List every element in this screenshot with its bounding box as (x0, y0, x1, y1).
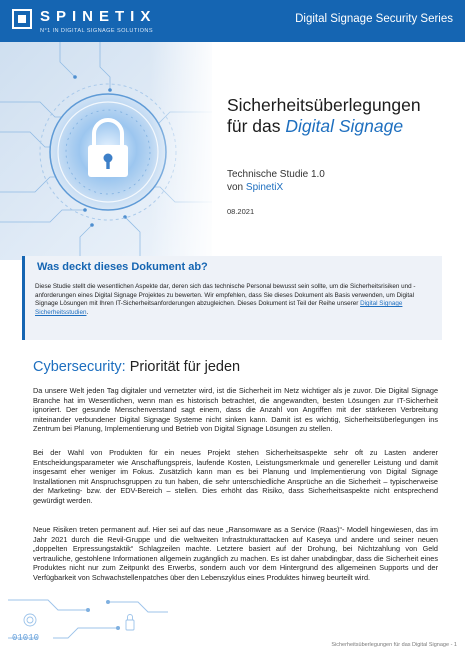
security-studies-link[interactable]: Digital Signage Sicherheitsstudien (35, 300, 403, 316)
header-bar (0, 0, 465, 42)
section-heading-accent: Cybersecurity: (33, 359, 126, 375)
binary-text: 01010 (12, 633, 40, 643)
body-paragraph: Bei der Wahl von Produkten für ein neues Projekt stehen Sicherheitsaspekte sehr oft zu Lasten anderer Entscheidungsparameter wie Anschaffungspreis, laufende Kosten, Leistungsmerkmale und genereller Leistung und damit insgesamt eher weniger im Fokus. Zusätzlich kann man es bei Planung und Implementierung von Digital Signage Installationen mit Anspruchsgruppen zu tun haben, die sehr unterschiedliche Ansprüche an die Sicherheit – typischerweise der Marketing- bzw. der EDV-Bereich – stellen. Dies erhöht das Risiko, dass Sicherheitsaspekte nicht entsprechend gewürdigt werden. (33, 448, 438, 505)
body-paragraph: Da unsere Welt jeden Tag digitaler und vernetzter wird, ist die Sicherheit im Netz wichtiger als je zuvor. Die Digital Signage Branche hat im Wesentlichen, wenn man es historisch betrachtet, die angewandten, besten Lösungen zur IT-Sicherheit ignoriert. Der gesunde Menschenverstand sagt einem, dass die Anzahl von Angriffen mit der stärkeren Verbreitung miteinander verbundener Digital Signage Systeme nicht sinken kann. Damit ist es wichtig, Sicherheitsüberlegungen ins Zentrum bei Planung, Implementierung und Betrieb von Digital Signage Lösungen zu stellen. (33, 386, 438, 433)
section-heading-rest: Priorität für jeden (125, 359, 241, 375)
hero-fade (150, 42, 220, 260)
author-name: SpinetiX (245, 182, 284, 193)
section-heading (33, 359, 240, 375)
document-subtitle (227, 168, 325, 194)
document-title (227, 95, 457, 137)
summary-box (22, 256, 442, 340)
logo-wordmark: SPINETIX (40, 8, 157, 25)
circuit-decoration-icon (8, 590, 168, 650)
page-footer: Sicherheitsüberlegungen für das Digital Signage - 1 (331, 642, 457, 648)
title-line-2-prefix: für das (227, 116, 286, 136)
summary-text (35, 283, 435, 317)
study-label: Technische Studie 1.0 (227, 169, 325, 180)
summary-body: Diese Studie stellt die wesentlichen Aspekte dar, deren sich das technische Personal bewusst sein sollte, um die Sicherheitsrisiken und -anforderungen eines Digital Signage Projektes zu bewerten. Wir empfehlen, dass Sie dieses Dokument als Basis verwenden, um Digital Signage Lösungen mit Ihren IT-Sicherheitsanforderungen abzugleichen. Dieses Dokument ist Teil der Reihe unserer (35, 283, 416, 308)
document-date: 08.2021 (227, 207, 255, 216)
author-prefix: von (227, 182, 246, 193)
summary-end: . (86, 308, 89, 316)
title-accent: Digital Signage (285, 116, 404, 136)
author-line (227, 181, 325, 194)
title-line-2 (227, 116, 457, 137)
body-paragraph: Neue Risiken treten permanent auf. Hier sei auf das neue „Ransomware as a Service (Raas)“- Modell hingewiesen, das im Jahr 2021 durch die Revil-Gruppe und die weltweiten Infrastrukturattacken auf Kaseya und andere und seiner neuen „doppelten Erpressungstaktik“ Schlagzeilen machte. Letztere basiert auf der Drohung, bei Nichtzahlung von Geld vertrauliche, gestohlene Informationen allgemein zugänglich zu machen. Es ist daher unabdingbar, dass die Sicherheit eines Produktes nicht nur zum Zeitpunkt des Erwerbs, sondern auch vor dem Hintergrund des allgemeinen Supports und der Verfügbarkeit von Schwachstellenpatches über den Lebenszyklus eines Produktes hinweg beurteilt wird. (33, 525, 438, 582)
title-line-1: Sicherheitsüberlegungen (227, 95, 421, 115)
logo-mark-icon (12, 9, 32, 29)
summary-heading: Was deckt dieses Dokument ab? (37, 261, 208, 273)
series-title: Digital Signage Security Series (295, 13, 453, 25)
logo-tagline: N°1 IN DIGITAL SIGNAGE SOLUTIONS (40, 28, 153, 34)
